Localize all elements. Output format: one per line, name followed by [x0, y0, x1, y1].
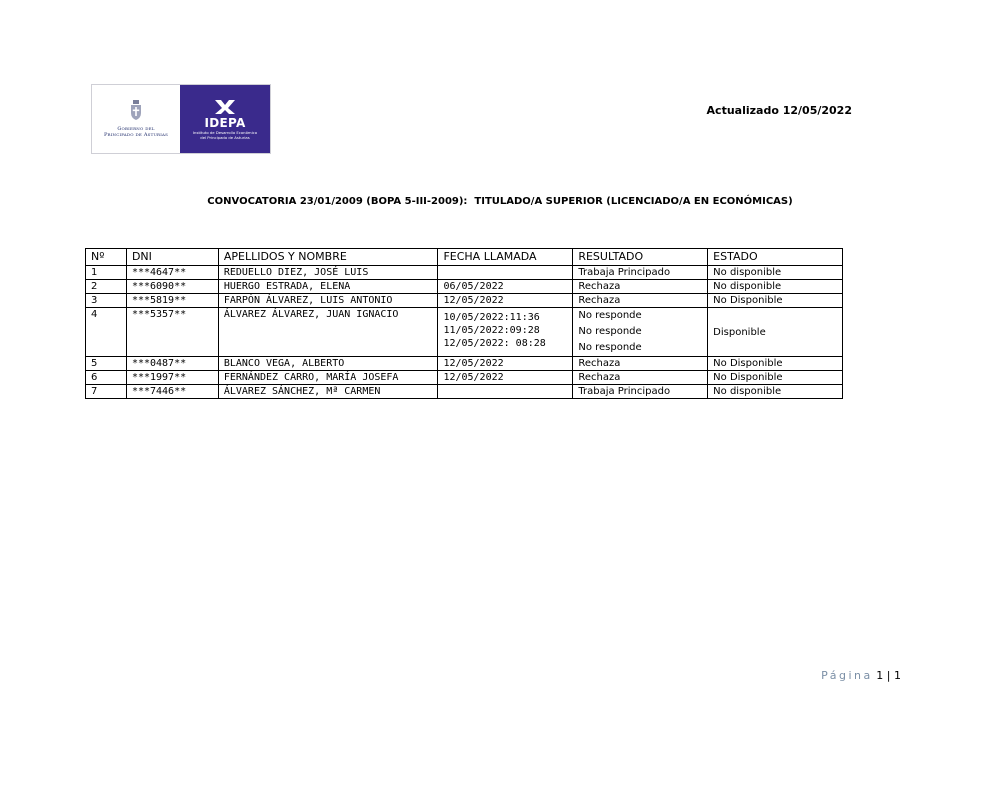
cell-estado: Disponible [708, 308, 843, 357]
cell-name: FERNÁNDEZ CARRO, MARÍA JOSEFA [218, 371, 438, 385]
cell-resultado: Rechaza [573, 280, 708, 294]
page-total: 1 [894, 669, 901, 682]
cell-dni: ***4647** [126, 266, 218, 280]
page-footer [821, 669, 901, 682]
cell-name: HUERGO ESTRADA, ELENA [218, 280, 438, 294]
header-dni: DNI [126, 249, 218, 266]
table-row [86, 308, 843, 357]
table-row [86, 357, 843, 371]
cell-fecha [438, 266, 573, 280]
cell-n: 6 [86, 371, 127, 385]
cell-dni: ***1997** [126, 371, 218, 385]
table-row [86, 371, 843, 385]
cell-resultado: Trabaja Principado [573, 266, 708, 280]
idepa-sub-1: Instituto de Desarrollo Económico [192, 129, 258, 135]
cell-estado: No disponible [708, 280, 843, 294]
cell-name: BLANCO VEGA, ALBERTO [218, 357, 438, 371]
table-row [86, 266, 843, 280]
coat-of-arms-icon [129, 100, 143, 120]
fecha-line: 11/05/2022:09:28 [443, 325, 540, 336]
cell-resultado: Trabaja Principado [573, 385, 708, 399]
cell-dni: ***0487** [126, 357, 218, 371]
candidates-table [85, 248, 843, 399]
cell-n: 1 [86, 266, 127, 280]
cell-fecha: 06/05/2022 [438, 280, 573, 294]
header-name: APELLIDOS Y NOMBRE [218, 249, 438, 266]
cell-dni: ***7446** [126, 385, 218, 399]
cell-name: ÁLVAREZ ÁLVAREZ, JUAN IGNACIO [218, 308, 438, 357]
cell-n: 7 [86, 385, 127, 399]
idepa-mark-icon [213, 99, 237, 115]
page-label: Página [821, 669, 873, 682]
gobierno-asturias-logo [92, 85, 180, 153]
resultado-line: No responde [578, 310, 642, 321]
cell-n: 5 [86, 357, 127, 371]
cell-name: ÁLVAREZ SÁNCHEZ, Mª CARMEN [218, 385, 438, 399]
document-title: CONVOCATORIA 23/01/2009 (BOPA 5-III-2009): TITULADO/A SUPERIOR (LICENCIADO/A EN ECONÓMICAS) [207, 196, 793, 207]
fecha-line: 12/05/2022: 08:28 [443, 338, 546, 349]
header-estado: ESTADO [708, 249, 843, 266]
idepa-name: IDEPA [204, 115, 246, 130]
cell-fecha: 12/05/2022 [438, 357, 573, 371]
cell-estado: No Disponible [708, 371, 843, 385]
idepa-panel [180, 85, 270, 153]
table-row [86, 385, 843, 399]
cell-estado: No disponible [708, 385, 843, 399]
header-fecha: FECHA LLAMADA [438, 249, 573, 266]
page-separator: | [886, 669, 891, 682]
idepa-sub-2: del Principado de Asturias [200, 134, 250, 140]
cell-name: REDUELLO DIEZ, JOSÉ LUIS [218, 266, 438, 280]
cell-estado: No disponible [708, 266, 843, 280]
cell-resultado: Rechaza [573, 294, 708, 308]
cell-estado: No Disponible [708, 357, 843, 371]
resultado-line: No responde [578, 326, 642, 337]
cell-n: 2 [86, 280, 127, 294]
cell-dni: ***5357** [126, 308, 218, 357]
header-n: Nº [86, 249, 127, 266]
header-resultado: RESULTADO [573, 249, 708, 266]
cell-n: 4 [86, 308, 127, 357]
table-row [86, 280, 843, 294]
cell-resultado: Rechaza [573, 371, 708, 385]
cell-name: FARPÓN ÁLVAREZ, LUIS ANTONIO [218, 294, 438, 308]
cell-fecha [438, 385, 573, 399]
cell-fecha [438, 308, 573, 357]
fecha-line: 10/05/2022:11:36 [443, 312, 540, 323]
idepa-logo [91, 84, 271, 154]
gobierno-text-2: Principado de Asturias [103, 132, 169, 138]
table-row [86, 294, 843, 308]
cell-n: 3 [86, 294, 127, 308]
cell-fecha: 12/05/2022 [438, 371, 573, 385]
gobierno-text-1: Gobierno del [117, 126, 155, 132]
cell-dni: ***6090** [126, 280, 218, 294]
resultado-line: No responde [578, 342, 642, 353]
cell-estado: No Disponible [708, 294, 843, 308]
page-current: 1 [876, 669, 884, 682]
cell-dni: ***5819** [126, 294, 218, 308]
updated-date: Actualizado 12/05/2022 [706, 104, 852, 117]
cell-fecha: 12/05/2022 [438, 294, 573, 308]
cell-resultado: Rechaza [573, 357, 708, 371]
cell-resultado [573, 308, 708, 357]
table-header-row [86, 249, 843, 266]
